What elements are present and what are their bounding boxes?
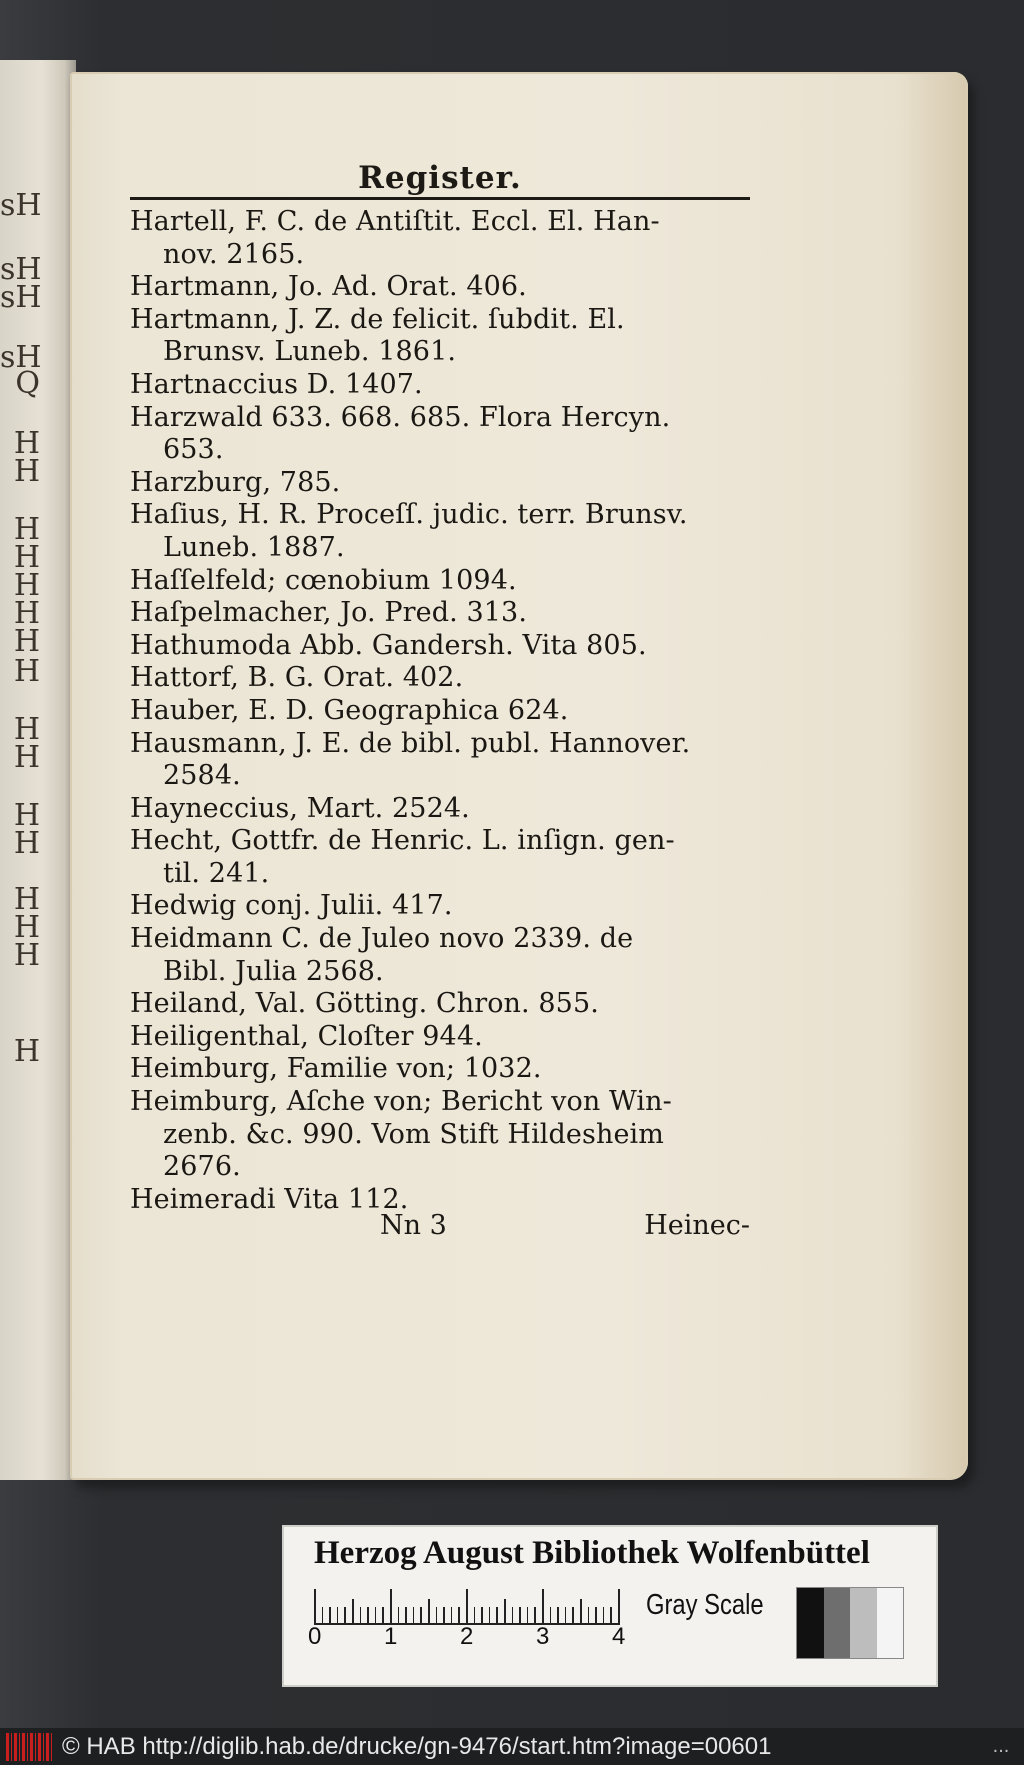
left-page-edge-char: sH xyxy=(0,188,42,223)
left-page-edge-char: H xyxy=(13,426,40,461)
ruler-tick xyxy=(496,1607,498,1625)
ruler-tick xyxy=(344,1607,346,1625)
gray-swatch xyxy=(797,1588,824,1658)
color-calibration-target xyxy=(282,1525,938,1687)
left-page-edge-char: H xyxy=(13,712,40,747)
register-entry-line: Luneb. 1887. xyxy=(163,531,345,563)
left-page-edge-char: H xyxy=(13,568,40,603)
register-entry-line: Heimburg, Familie von; 1032. xyxy=(130,1053,542,1085)
ruler-tick xyxy=(481,1607,483,1625)
ruler-tick xyxy=(512,1607,514,1625)
ruler-tick xyxy=(572,1607,574,1625)
ruler-tick xyxy=(390,1589,392,1625)
left-page-edge-char: H xyxy=(13,938,40,973)
left-page-edge-char: H xyxy=(13,454,40,489)
left-page-edge-char: sH xyxy=(0,252,42,287)
ruler-tick xyxy=(580,1599,582,1625)
register-entry-line: Heimburg, Aſche von; Bericht von Win- xyxy=(130,1086,672,1118)
measurement-ruler xyxy=(308,1595,626,1650)
register-entry-line: Brunsv. Luneb. 1861. xyxy=(163,336,457,368)
register-entry-line: Hartnaccius D. 1407. xyxy=(130,368,423,400)
left-page-edge-char: H xyxy=(13,540,40,575)
hab-logo-icon xyxy=(6,1733,52,1761)
register-entry-line: Hathumoda Abb. Gandersh. Vita 805. xyxy=(130,629,647,661)
ruler-tick xyxy=(314,1589,316,1625)
left-page-edge-char: H xyxy=(13,596,40,631)
register-entry-line: Hauber, E. D. Geographica 624. xyxy=(130,694,569,726)
ruler-tick xyxy=(436,1607,438,1625)
ruler-tick xyxy=(367,1607,369,1625)
ruler-tick xyxy=(413,1607,415,1625)
register-entry-line: Hartell, F. C. de Antiſtit. Eccl. El. Han- xyxy=(130,206,660,237)
ruler-tick xyxy=(329,1607,331,1625)
left-page-edge-char: H xyxy=(13,512,40,547)
ruler-number: 4 xyxy=(612,1623,626,1650)
left-page-edge-char: H xyxy=(13,826,40,861)
ruler-tick xyxy=(360,1607,362,1625)
register-entry-line: Hartmann, Jo. Ad. Orat. 406. xyxy=(130,271,527,303)
register-entry-line: Heiligenthal, Cloſter 944. xyxy=(130,1020,483,1052)
register-entry-line: Heimeradi Vita 112. xyxy=(130,1183,409,1215)
register-entry-line: Haſius, H. R. Proceſſ. judic. terr. Brunsv. xyxy=(130,499,688,531)
left-page-edge-char: Q xyxy=(15,366,40,401)
left-page-edge-char: H xyxy=(13,654,40,689)
ruler-tick xyxy=(322,1607,324,1625)
register-entry-line: zenb. &c. 990. Vom Stift Hildesheim xyxy=(163,1118,664,1150)
gray-scale-label: Gray Scale xyxy=(646,1589,764,1621)
left-facing-page-edge xyxy=(0,60,76,1480)
register-entries xyxy=(130,206,750,1216)
ruler-tick xyxy=(504,1599,506,1625)
register-entry-line: 2676. xyxy=(163,1151,241,1183)
ruler-number: 3 xyxy=(536,1623,550,1650)
register-entry-line: Bibl. Julia 2568. xyxy=(163,955,384,987)
ruler-tick xyxy=(428,1599,430,1625)
register-entry-line: Hedwig conj. Julii. 417. xyxy=(130,890,453,922)
register-entry-line: 2584. xyxy=(163,760,241,792)
catchword: Heinec- xyxy=(644,1210,750,1241)
ruler-tick xyxy=(398,1607,400,1625)
gray-swatch xyxy=(850,1588,877,1658)
gray-swatch xyxy=(877,1588,904,1658)
left-page-edge-char: H xyxy=(13,1034,40,1069)
library-name: Herzog August Bibliothek Wolfenbüttel xyxy=(314,1535,870,1571)
viewer-status-bar xyxy=(0,1728,1024,1765)
left-page-edge-char: sH xyxy=(0,280,42,315)
ruler-tick xyxy=(489,1607,491,1625)
ruler-tick xyxy=(527,1607,529,1625)
gray-scale-swatches xyxy=(796,1587,904,1659)
left-page-edge-char: H xyxy=(13,740,40,775)
register-entry-line: 653. xyxy=(163,434,224,466)
register-entry-line: Hayneccius, Mart. 2524. xyxy=(130,792,470,824)
register-entry-line: Hausmann, J. E. de bibl. publ. Hannover. xyxy=(130,727,691,759)
left-page-edge-char: H xyxy=(13,798,40,833)
ruler-tick xyxy=(405,1607,407,1625)
ruler-tick xyxy=(550,1607,552,1625)
ruler-tick xyxy=(337,1607,339,1625)
gray-swatch xyxy=(824,1588,851,1658)
register-entry-line: Heidmann C. de Juleo novo 2339. de xyxy=(130,923,634,955)
register-entry-line: til. 241. xyxy=(163,857,270,889)
ruler-tick xyxy=(420,1607,422,1625)
register-entry-line: Harzwald 633. 668. 685. Flora Hercyn. xyxy=(130,401,671,433)
register-entry-line: Harzburg, 785. xyxy=(130,466,341,498)
ruler-number: 1 xyxy=(384,1623,398,1650)
register-entry-line: Hecht, Gottfr. de Henric. L. inſign. gen- xyxy=(130,825,675,857)
ruler-tick xyxy=(618,1589,620,1625)
left-page-edge-char: H xyxy=(13,910,40,945)
ruler-tick xyxy=(603,1607,605,1625)
more-options-icon[interactable]: ... xyxy=(992,1735,1010,1757)
signature-mark: Nn 3 xyxy=(380,1210,447,1241)
ruler-tick xyxy=(352,1599,354,1625)
header-rule xyxy=(130,197,750,200)
source-url-text[interactable]: © HAB http://diglib.hab.de/drucke/gn-9476/start.htm?image=00601 xyxy=(62,1732,772,1760)
running-header: Register. xyxy=(358,160,522,196)
register-entry-line: Hartmann, J. Z. de felicit. ſubdit. El. xyxy=(130,303,625,335)
ruler-tick xyxy=(588,1607,590,1625)
ruler-tick xyxy=(466,1589,468,1625)
ruler-tick xyxy=(443,1607,445,1625)
register-entry-line: Haſpelmacher, Jo. Pred. 313. xyxy=(130,597,528,629)
register-entry-line: nov. 2165. xyxy=(163,238,305,270)
ruler-number: 2 xyxy=(460,1623,474,1650)
register-entry-line: Haſſelfeld; cœnobium 1094. xyxy=(130,564,517,596)
ruler-tick xyxy=(595,1607,597,1625)
ruler-tick xyxy=(451,1607,453,1625)
left-page-edge-char: H xyxy=(13,624,40,659)
ruler-tick xyxy=(474,1607,476,1625)
register-entry-line: Heiland, Val. Götting. Chron. 855. xyxy=(130,988,599,1020)
book-page xyxy=(70,72,968,1480)
register-entry-line: Hattorf, B. G. Orat. 402. xyxy=(130,662,464,694)
ruler-tick xyxy=(375,1607,377,1625)
ruler-tick xyxy=(565,1607,567,1625)
ruler-tick xyxy=(519,1607,521,1625)
ruler-number: 0 xyxy=(308,1623,322,1650)
ruler-tick xyxy=(557,1607,559,1625)
left-page-edge-char: sH xyxy=(0,340,42,375)
left-page-edge-char: H xyxy=(13,882,40,917)
ruler-tick xyxy=(542,1589,544,1625)
page-footer xyxy=(130,1210,750,1250)
